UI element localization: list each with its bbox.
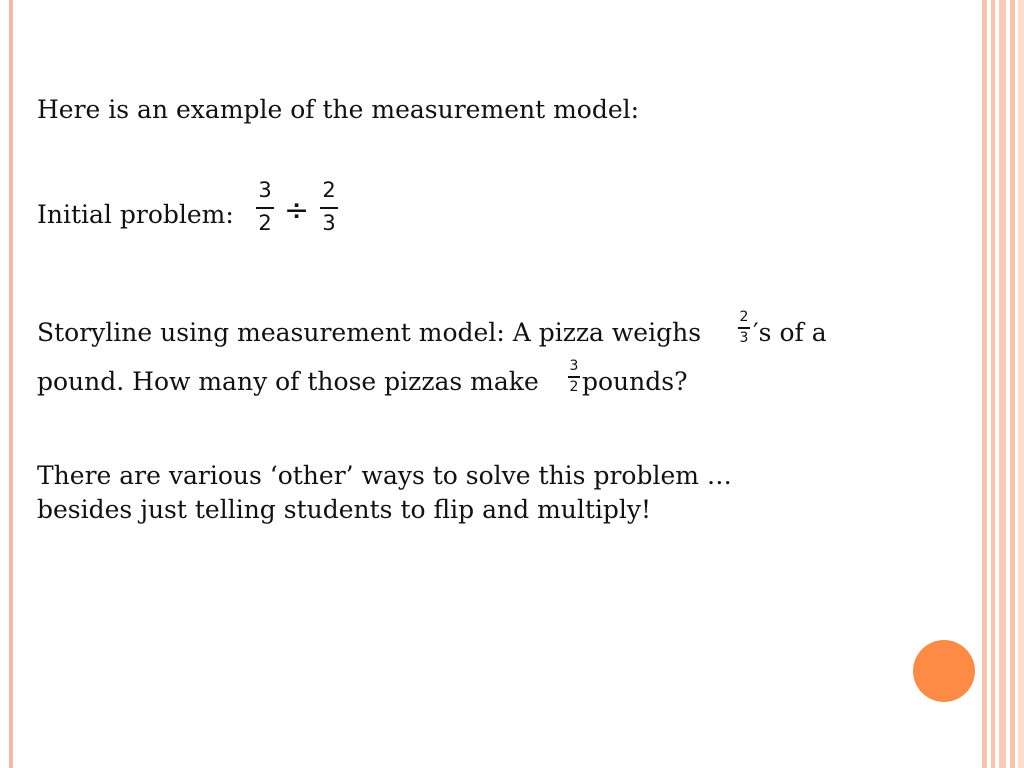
intro-text: Here is an example of the measurement model: [37, 95, 640, 124]
other-ways-text: There are various ‘other’ ways to solve this problem … [37, 461, 732, 490]
storyline-fraction-3-2 [568, 359, 580, 394]
fraction-numerator: 3 [258, 178, 272, 202]
fraction-bar [568, 376, 580, 378]
fraction-numerator: 2 [322, 178, 336, 202]
fraction-bar [738, 327, 750, 329]
right-border-stripe [1010, 0, 1015, 768]
fraction-bar [256, 207, 274, 209]
other-ways-text-2: besides just telling students to flip and multiply! [37, 495, 652, 524]
storyline-text-part3: pound. How many of those pizzas make [37, 367, 539, 396]
fraction-numerator: 2 [739, 309, 749, 325]
storyline-text-part2: ′s of a [753, 318, 827, 347]
storyline-text-part4: pounds? [582, 367, 688, 396]
division-sign: ÷ [284, 193, 310, 228]
fraction-denominator: 3 [322, 211, 336, 235]
right-border-stripe [1018, 0, 1024, 768]
fraction-denominator: 2 [569, 378, 579, 395]
fraction-bar [320, 207, 338, 209]
fraction-right [320, 180, 338, 234]
accent-circle [913, 640, 975, 702]
right-border-stripe [991, 0, 995, 768]
fraction-denominator: 3 [739, 329, 749, 346]
storyline-text-part1: Storyline using measurement model: A pizza weighs [37, 318, 702, 347]
fraction-denominator: 2 [258, 211, 272, 235]
fraction-numerator: 3 [569, 358, 579, 374]
right-border-stripe [982, 0, 987, 768]
initial-problem-label: Initial problem: [37, 200, 234, 229]
left-border-stripe [9, 0, 13, 768]
storyline-fraction-2-3 [738, 310, 750, 345]
fraction-left [256, 180, 274, 234]
right-border-stripe [999, 0, 1006, 768]
